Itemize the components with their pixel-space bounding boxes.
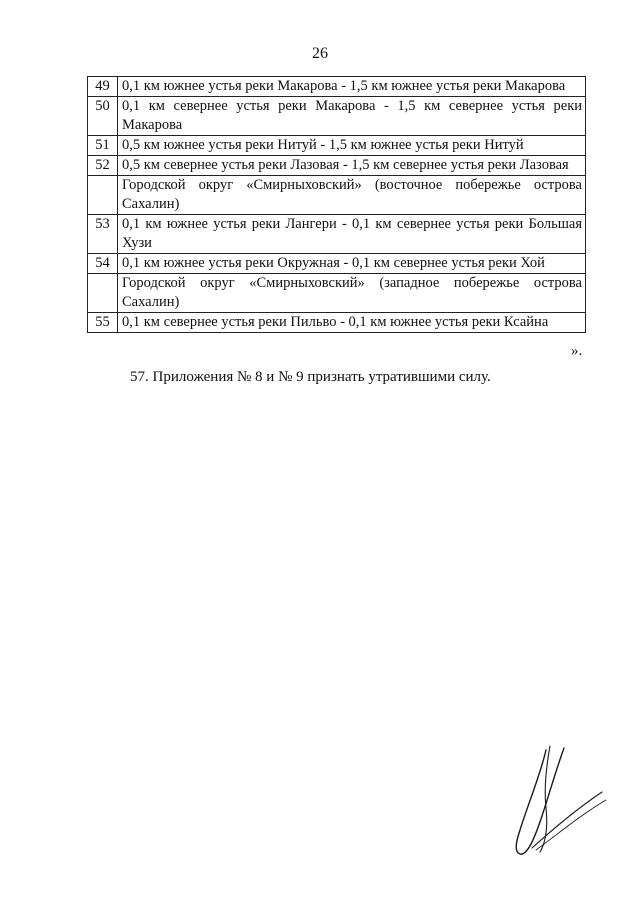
- row-number: 49: [88, 77, 118, 97]
- section-heading: Городской округ «Смирныховский» (западное побережье острова Сахалин): [118, 274, 586, 313]
- table-row: [88, 254, 586, 274]
- row-number: [88, 274, 118, 313]
- row-description: 0,1 км севернее устья реки Пильво - 0,1 км южнее устья реки Ксайна: [118, 313, 586, 333]
- table-row: [88, 156, 586, 176]
- paragraph-57: 57. Приложения № 8 и № 9 признать утратившими силу.: [130, 369, 491, 385]
- row-description: 0,5 км южнее устья реки Нитуй - 1,5 км южнее устья реки Нитуй: [118, 136, 586, 156]
- row-description: 0,1 км севернее устья реки Макарова - 1,5 км севернее устья реки Макарова: [118, 97, 586, 136]
- row-description: 0,1 км южнее устья реки Окружная - 0,1 км севернее устья реки Хой: [118, 254, 586, 274]
- row-number: 55: [88, 313, 118, 333]
- table-section-row: [88, 176, 586, 215]
- row-number: 50: [88, 97, 118, 136]
- table-section-row: [88, 274, 586, 313]
- page-number: 26: [312, 45, 328, 62]
- row-number: 51: [88, 136, 118, 156]
- row-number: 52: [88, 156, 118, 176]
- signature-icon: [506, 738, 616, 860]
- regions-table: [87, 76, 586, 333]
- row-description: 0,1 км южнее устья реки Лангери - 0,1 км севернее устья реки Большая Хузи: [118, 215, 586, 254]
- closing-quote: ».: [571, 343, 583, 359]
- table-row: [88, 313, 586, 333]
- row-description: 0,1 км южнее устья реки Макарова - 1,5 км южнее устья реки Макарова: [118, 77, 586, 97]
- table-row: [88, 97, 586, 136]
- table-row: [88, 215, 586, 254]
- row-number: 53: [88, 215, 118, 254]
- row-description: 0,5 км севернее устья реки Лазовая - 1,5 км севернее устья реки Лазовая: [118, 156, 586, 176]
- row-number: [88, 176, 118, 215]
- table-row: [88, 136, 586, 156]
- row-number: 54: [88, 254, 118, 274]
- table-row: [88, 77, 586, 97]
- section-heading: Городской округ «Смирныховский» (восточное побережье острова Сахалин): [118, 176, 586, 215]
